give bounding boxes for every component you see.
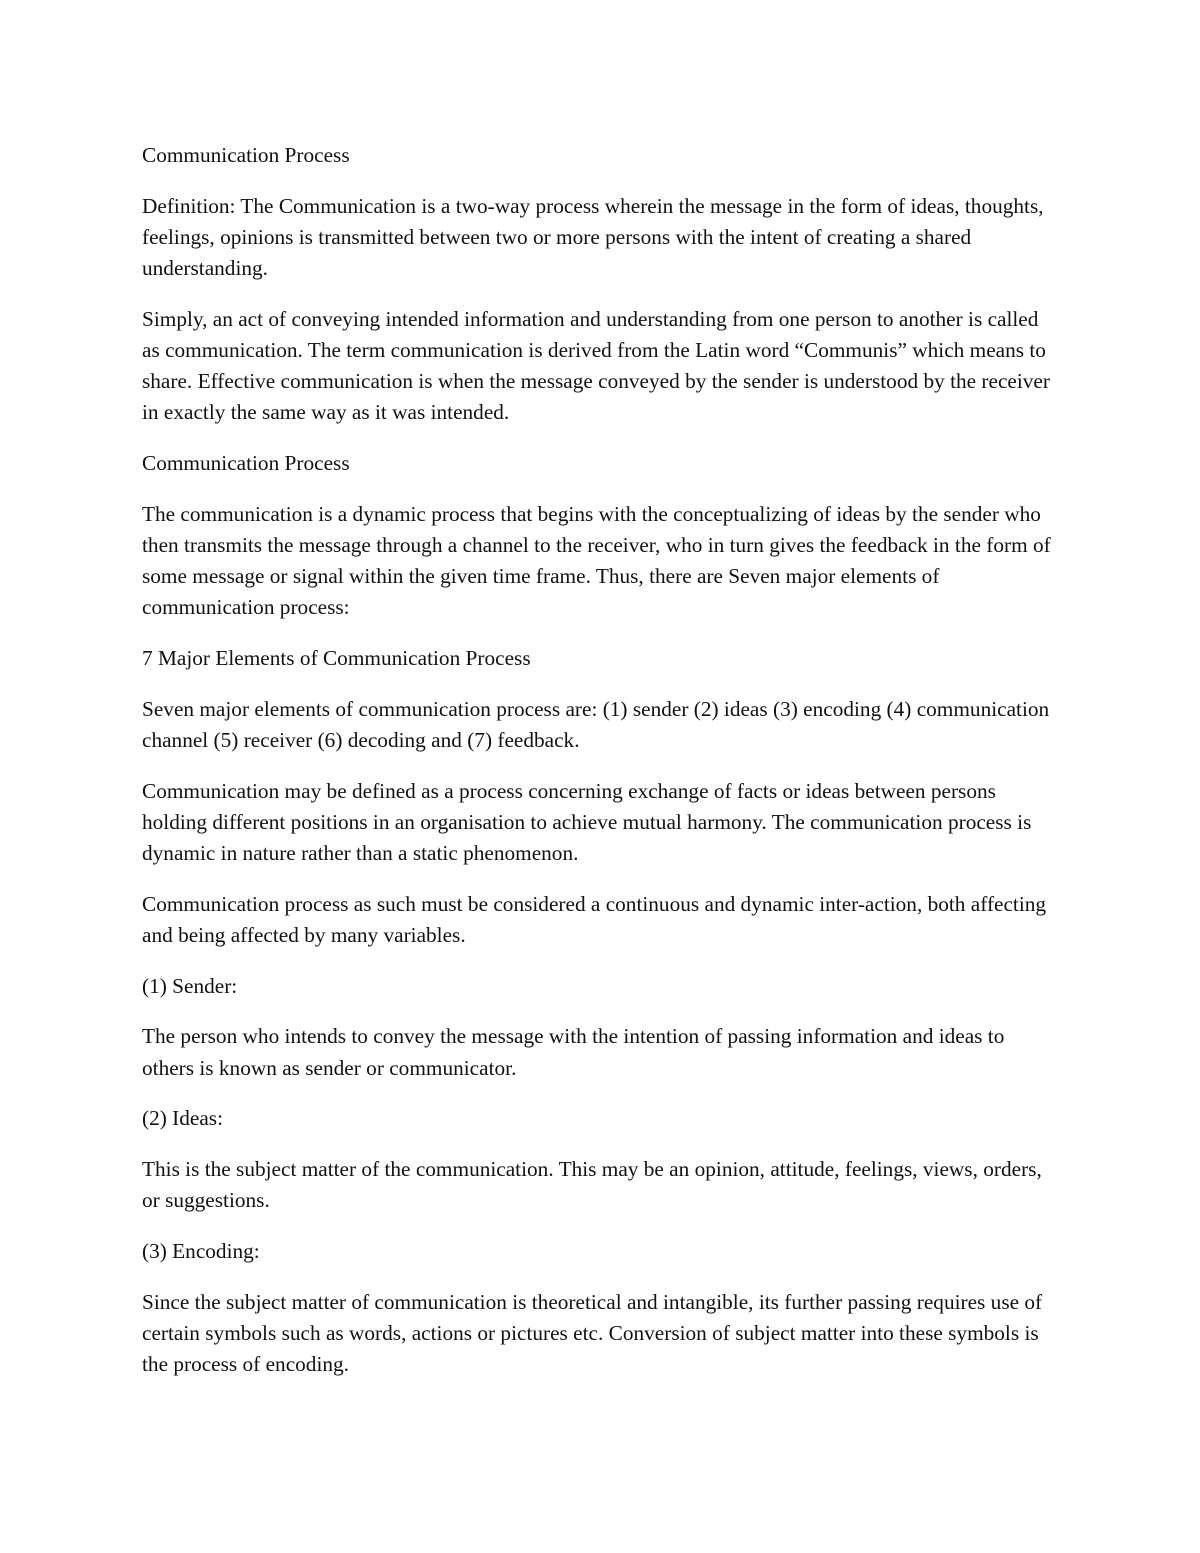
heading-seven-major-elements: 7 Major Elements of Communication Process	[142, 646, 531, 671]
heading-sender: (1) Sender:	[142, 973, 238, 998]
paragraph-defined-as: Communication may be defined as a process concerning exchange of facts or ideas between persons holding different positions in an organisation to achieve mutual harmony. The communication process is dynamic in nature rather than a static phenomenon.	[142, 778, 1032, 866]
paragraph-continuous-interaction: Communication process as such must be considered a continuous and dynamic inter-action, both affecting and being affected by many variables.	[142, 891, 1047, 948]
heading-ideas: (2) Ideas:	[142, 1106, 224, 1131]
heading-communication-process-2: Communication Process	[142, 451, 350, 476]
paragraph-encoding: Since the subject matter of communication is theoretical and intangible, its further passing requires use of certain symbols such as words, actions or pictures etc. Conversion of subject matter into these symbols is the process of encoding.	[142, 1289, 1043, 1377]
paragraph-elements-list: Seven major elements of communication process are: (1) sender (2) ideas (3) encoding (4) communication channel (5) receiver (6) decoding and (7) feedback.	[142, 696, 1050, 753]
paragraph-definition: Definition: The Communication is a two-way process wherein the message in the form of ideas, thoughts, feelings, opinions is transmitted between two or more persons with the intent of creating a shared understanding.	[142, 193, 1044, 281]
paragraph-simply: Simply, an act of conveying intended information and understanding from one person to another is called as communication. The term communication is derived from the Latin word “Communis” which means to share. Effective communication is when the message conveyed by the sender is understood by the receiver in exactly the same way as it was intended.	[142, 306, 1050, 425]
paragraph-ideas: This is the subject matter of the communication. This may be an opinion, attitude, feelings, views, orders, or suggestions.	[142, 1157, 1042, 1213]
heading-communication-process: Communication Process	[142, 143, 350, 167]
heading-encoding: (3) Encoding:	[142, 1238, 260, 1263]
paragraph-sender: The person who intends to convey the message with the intention of passing information and ideas to others is known as sender or communicator.	[142, 1024, 1005, 1080]
document-body	[142, 140, 1058, 1400]
paragraph-dynamic-process: The communication is a dynamic process that begins with the conceptualizing of ideas by the sender who then transmits the message through a channel to the receiver, who in turn gives the feedback in the form of some message or signal within the given time frame. Thus, there are Seven major elements of communication process:	[142, 501, 1051, 620]
